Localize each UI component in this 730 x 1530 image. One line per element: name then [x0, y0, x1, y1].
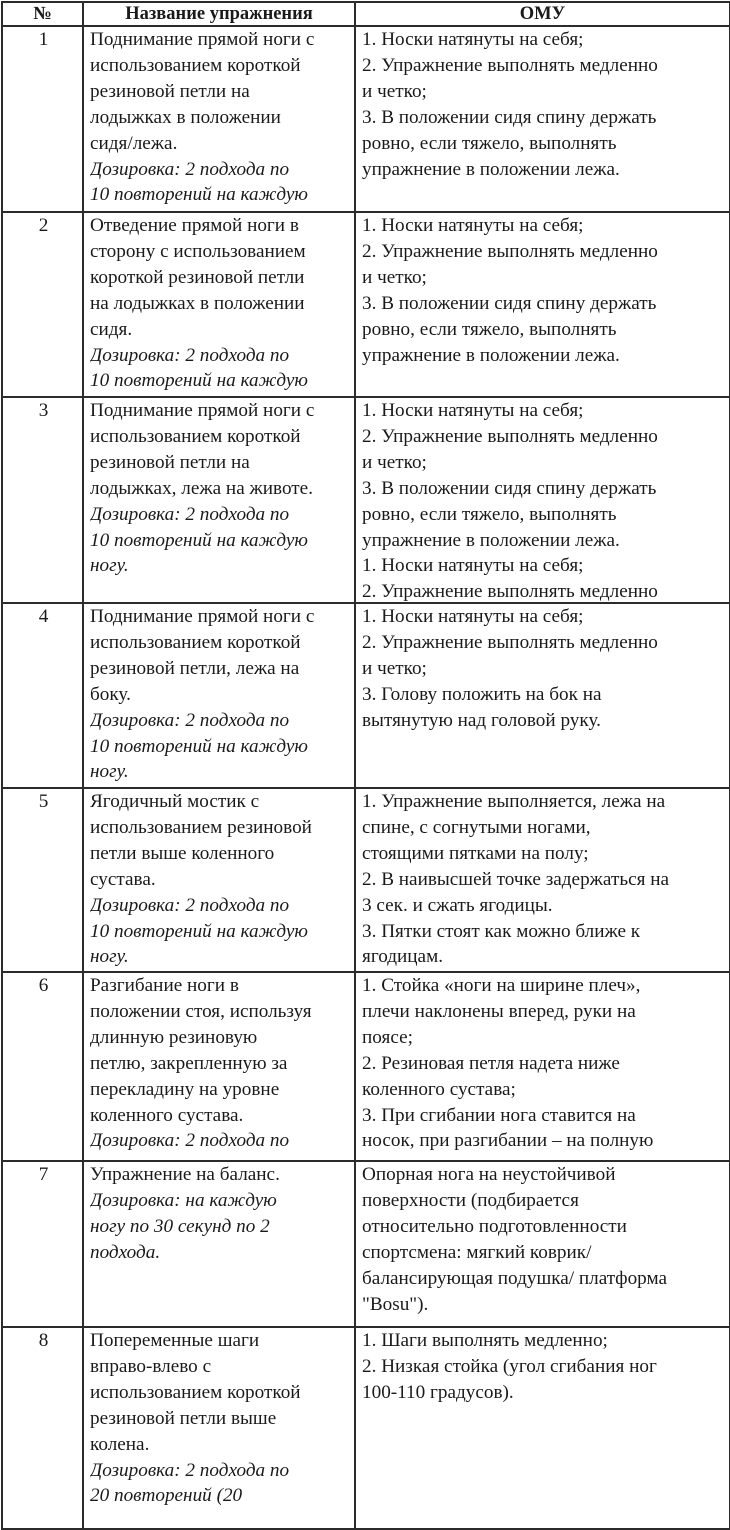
exercise-name-line: сустава. [90, 868, 156, 890]
exercise-cell [83, 1161, 355, 1327]
row-number: 4 [2, 603, 83, 788]
exercise-cell [83, 1327, 355, 1529]
omu-cell [355, 972, 730, 1161]
omu-line: 2. Упражнение выполнять медленно [362, 54, 658, 76]
row-number: 2 [2, 212, 83, 397]
exercise-cell [83, 603, 355, 788]
exercise-name-line: петлю, закрепленную за [90, 1052, 288, 1074]
header-exercise-name: Название упражнения [83, 2, 355, 26]
exercise-name-line: использованием короткой [90, 425, 301, 447]
omu-line: спортсмена: мягкий коврик/ [362, 1241, 592, 1263]
exercise-name-line: резиновой петли на [90, 451, 250, 473]
row-number: 7 [2, 1161, 83, 1327]
omu-line: упражнение в положении лежа. [362, 529, 620, 551]
dosage-line: 10 повторений на каждую [90, 735, 308, 757]
omu-line: стоящими пятками на полу; [362, 842, 589, 864]
exercise-name-line: боку. [90, 683, 131, 705]
omu-line: 3. Пятки стоят как можно ближе к [362, 920, 641, 942]
dosage-line: Дозировка: 2 подхода по [90, 344, 290, 366]
omu-line: 1. Носки натянуты на себя; [362, 400, 584, 421]
omu-line: 1. Носки натянуты на себя; [362, 606, 584, 627]
exercise-cell [83, 788, 355, 972]
dosage-line: 10 повторений на каждую [90, 370, 308, 392]
table-row-7 [2, 1161, 730, 1327]
dosage-line: ногу. [90, 555, 129, 577]
exercise-table [1, 1, 730, 1530]
dosage-line: 10 повторений на каждую [90, 529, 308, 551]
omu-line: 3. Голову положить на бок на [362, 683, 602, 705]
omu-line: балансирующая подушка/ платформа [362, 1267, 667, 1289]
omu-line: 1. Шаги выполнять медленно; [362, 1330, 608, 1351]
exercise-cell [83, 26, 355, 212]
dosage-line: 10 повторений на каждую [90, 184, 308, 206]
row-number: 6 [2, 972, 83, 1161]
header-omu: ОМУ [355, 2, 730, 26]
omu-cell [355, 788, 730, 972]
exercise-name-line: Ягодичный мостик с [90, 791, 260, 812]
exercise-name-line: Поднимание прямой ноги с [90, 606, 315, 627]
exercise-name-line: петли выше коленного [90, 842, 275, 864]
omu-line: 1. Носки натянуты на себя; [362, 215, 584, 236]
omu-line: ровно, если тяжело, выполнять [362, 503, 617, 525]
omu-line: спине, с согнутыми ногами, [362, 816, 591, 838]
dosage-line: Дозировка: на каждую [90, 1189, 277, 1211]
omu-line: поясе; [362, 1026, 413, 1048]
exercise-name-line: положении стоя, используя [90, 1000, 312, 1022]
dosage-line: Дозировка: 2 подхода по [90, 709, 290, 731]
row-number: 1 [2, 26, 83, 212]
row-number: 3 [2, 397, 83, 603]
exercise-name-line: колена. [90, 1433, 150, 1455]
exercise-cell [83, 212, 355, 397]
exercise-name-line: сидя. [90, 318, 133, 340]
omu-line: упражнение в положении лежа. [362, 344, 620, 366]
omu-line: 2. В наивысшей точке задержаться на [362, 868, 669, 890]
exercise-name-line: на лодыжках в положении [90, 292, 305, 314]
exercise-name-line: резиновой петли на [90, 80, 250, 102]
omu-cell [355, 26, 730, 212]
exercise-cell [83, 397, 355, 603]
omu-line: 1. Упражнение выполняется, лежа на [362, 791, 666, 812]
omu-line: 2. Упражнение выполнять медленно [362, 581, 658, 602]
dosage-line: ногу. [90, 946, 129, 968]
header-number: № [2, 2, 83, 26]
omu-line: ровно, если тяжело, выполнять [362, 132, 617, 154]
omu-line: упражнение в положении лежа. [362, 158, 620, 180]
row-number: 5 [2, 788, 83, 972]
omu-line: 1. Носки натянуты на себя; [362, 555, 584, 577]
exercise-name-line: использованием короткой [90, 631, 301, 653]
table-row-5 [2, 788, 730, 972]
header-row [2, 2, 730, 26]
dosage-line: Дозировка: 2 подхода по [90, 894, 290, 916]
omu-line: 2. Резиновая петля надета ниже [362, 1052, 620, 1074]
omu-line: и четко; [362, 451, 427, 473]
exercise-name-line: длинную резиновую [90, 1026, 258, 1048]
omu-line: коленного сустава; [362, 1078, 516, 1100]
omu-cell [355, 212, 730, 397]
omu-line: 3. В положении сидя спину держать [362, 292, 657, 314]
omu-line: плечи наклонены вперед, руки на [362, 1000, 636, 1022]
exercise-name-line: резиновой петли выше [90, 1407, 277, 1429]
table-row-3 [2, 397, 730, 603]
omu-line: 3 сек. и сжать ягодицы. [362, 894, 553, 916]
exercise-name-line: Отведение прямой ноги в [90, 215, 299, 236]
omu-line: ровно, если тяжело, выполнять [362, 318, 617, 340]
exercise-name-line: резиновой петли, лежа на [90, 657, 300, 679]
table-row-1 [2, 26, 730, 212]
omu-line: 3. В положении сидя спину держать [362, 477, 657, 499]
omu-line: и четко; [362, 266, 427, 288]
exercise-name-line: использованием резиновой [90, 816, 312, 838]
omu-cell [355, 1161, 730, 1327]
dosage-line: ногу по 30 секунд по 2 [90, 1215, 270, 1237]
exercise-name-line: использованием короткой [90, 54, 301, 76]
exercise-name-line: сторону с использованием [90, 240, 306, 262]
omu-line: 2. Упражнение выполнять медленно [362, 631, 658, 653]
table-row-2 [2, 212, 730, 397]
exercise-name-line: сидя/лежа. [90, 132, 178, 154]
omu-line: относительно подготовленности [362, 1215, 627, 1237]
dosage-line: Дозировка: 2 подхода по [90, 158, 290, 180]
omu-line: 3. В положении сидя спину держать [362, 106, 657, 128]
dosage-line: Дозировка: 2 подхода по [90, 1130, 290, 1152]
exercise-cell [83, 972, 355, 1161]
dosage-line: ногу. [90, 761, 129, 783]
omu-line: "Bosu"). [362, 1293, 429, 1315]
exercise-name-line: короткой резиновой петли [90, 266, 305, 288]
omu-cell [355, 397, 730, 603]
exercise-name-line: Разгибание ноги в [90, 975, 239, 996]
omu-line: 2. Упражнение выполнять медленно [362, 240, 658, 262]
exercise-name-line: коленного сустава. [90, 1104, 244, 1126]
omu-line: и четко; [362, 657, 427, 679]
dosage-line: 10 повторений на каждую [90, 920, 308, 942]
omu-line: 3. При сгибании нога ставится на [362, 1104, 636, 1126]
exercise-name-line: Поднимание прямой ноги с [90, 29, 315, 50]
omu-line: 1. Носки натянуты на себя; [362, 29, 584, 50]
row-number: 8 [2, 1327, 83, 1529]
exercise-name-line: перекладину на уровне [90, 1078, 280, 1100]
exercise-name-line: вправо-влево с [90, 1355, 212, 1377]
omu-line: ягодицам. [362, 946, 444, 968]
exercise-name-line: лодыжках в положении [90, 106, 281, 128]
omu-line: вытянутую над головой руку. [362, 709, 601, 731]
exercise-name-line: лодыжках, лежа на животе. [90, 477, 313, 499]
dosage-line: Дозировка: 2 подхода по [90, 1459, 290, 1481]
dosage-line: 20 повторений (20 [90, 1485, 243, 1507]
omu-line: и четко; [362, 80, 427, 102]
omu-line: Опорная нога на неустойчивой [362, 1164, 616, 1185]
exercise-name-line: Упражнение на баланс. [90, 1164, 280, 1185]
omu-cell [355, 603, 730, 788]
omu-line: 2. Низкая стойка (угол сгибания ног [362, 1355, 657, 1377]
omu-line: 100-110 градусов). [362, 1381, 514, 1403]
dosage-line: Дозировка: 2 подхода по [90, 503, 290, 525]
table-row-6 [2, 972, 730, 1161]
dosage-line: подхода. [90, 1241, 161, 1263]
exercise-name-line: использованием короткой [90, 1381, 301, 1403]
exercise-name-line: Попеременные шаги [90, 1330, 260, 1351]
omu-cell [355, 1327, 730, 1529]
omu-line: 1. Стойка «ноги на ширине плеч», [362, 975, 641, 996]
table-row-4 [2, 603, 730, 788]
omu-line: поверхности (подбирается [362, 1189, 579, 1211]
omu-line: 2. Упражнение выполнять медленно [362, 425, 658, 447]
table-row-8 [2, 1327, 730, 1529]
exercise-name-line: Поднимание прямой ноги с [90, 400, 315, 421]
omu-line: носок, при разгибании – на полную [362, 1130, 654, 1152]
